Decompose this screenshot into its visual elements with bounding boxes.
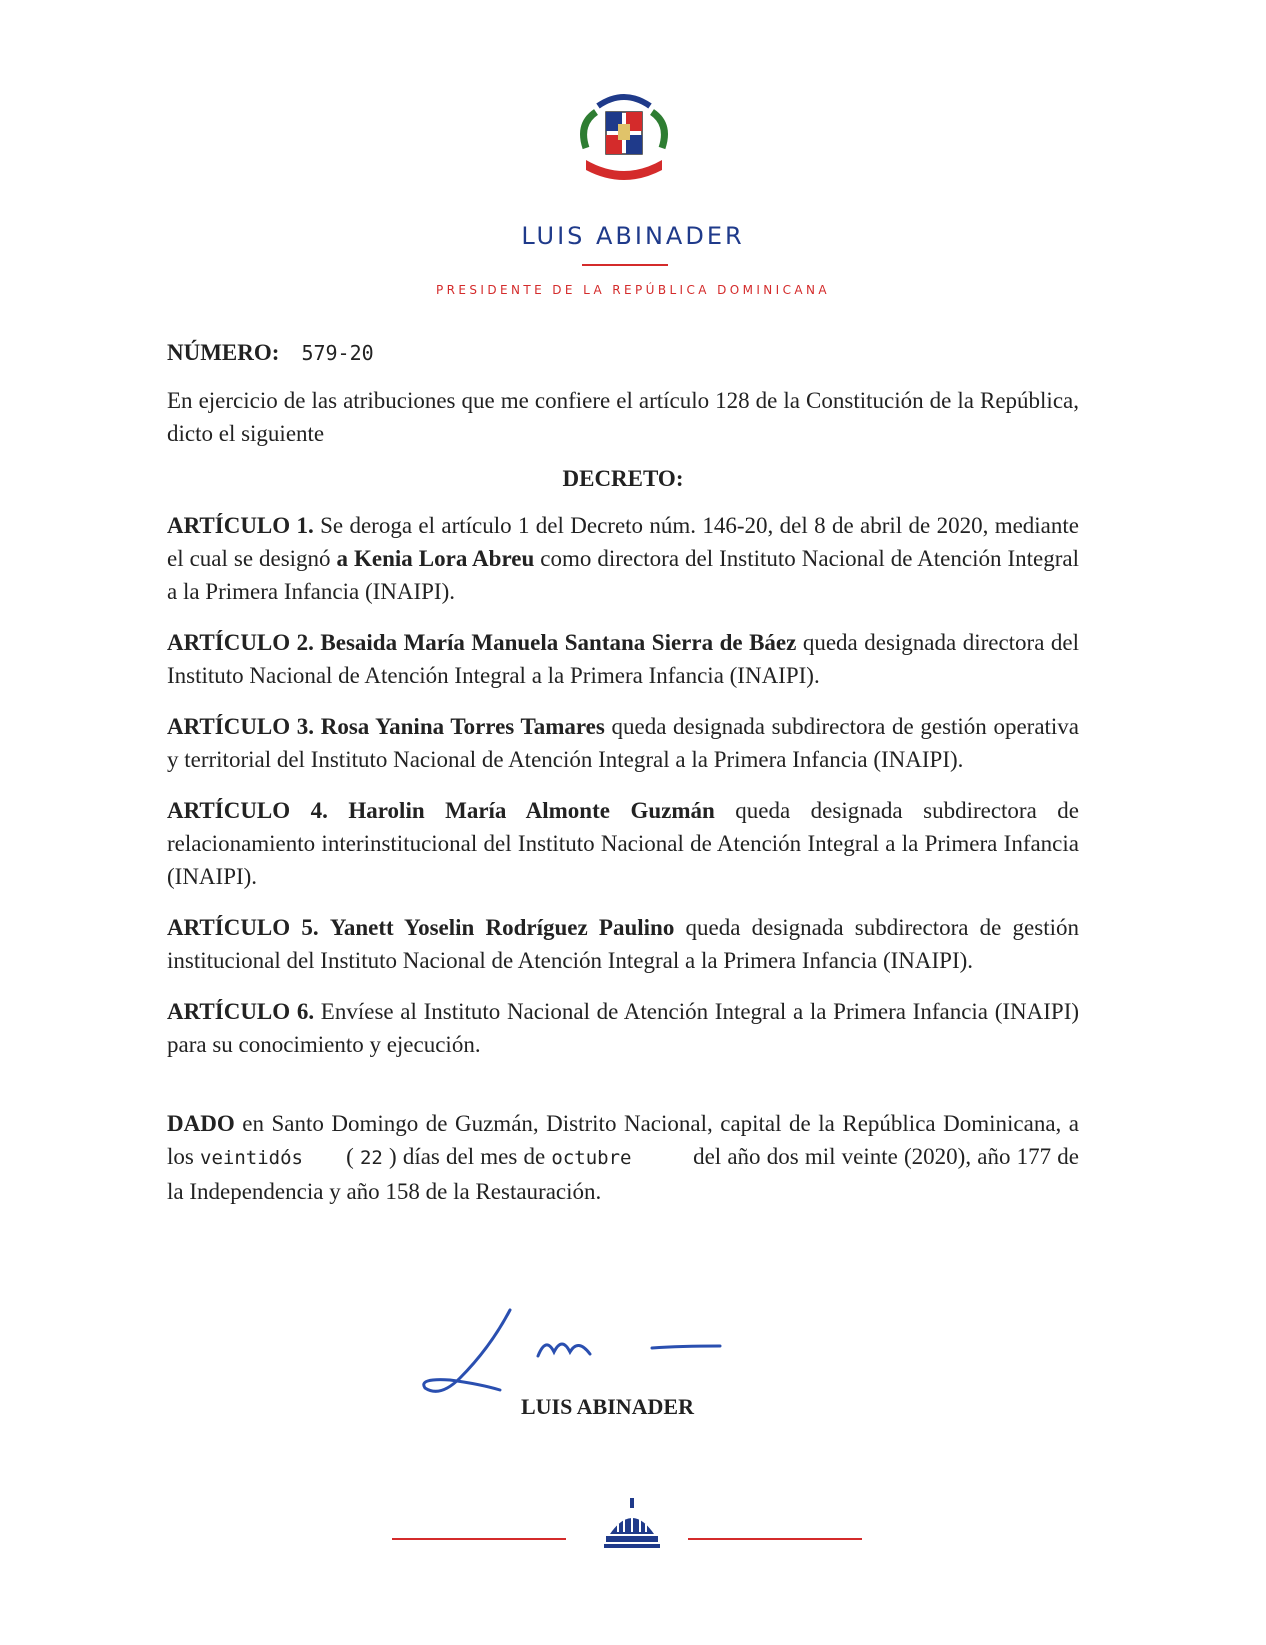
article-text: queda designada subdirectora de gestión operativa y territorial del Instituto Nacional de Atención Integral a la Primera Infancia (INAIPI).	[167, 714, 1080, 772]
month: octubre	[551, 1147, 632, 1169]
closing-paragraph	[167, 1107, 1079, 1208]
article-label: ARTÍCULO 6.	[167, 999, 315, 1024]
day-paren-open: (	[346, 1144, 360, 1169]
preamble: En ejercicio de las atribuciones que me confiere el artículo 128 de la Constitución de la República, dicto el siguiente	[167, 388, 1079, 446]
dome-icon	[600, 1496, 664, 1552]
article-1	[167, 509, 1079, 608]
article-2	[167, 626, 1079, 692]
decree-heading: DECRETO:	[562, 466, 684, 491]
closing-text: días del mes de	[396, 1144, 552, 1169]
article-3	[167, 710, 1079, 776]
dado-label: DADO	[167, 1111, 235, 1136]
article-label: ARTÍCULO 1.	[167, 513, 314, 538]
closing-text: en Santo Domingo de Guzmán, Distrito Nacional, capital de la República Dominicana, a los	[167, 1111, 1079, 1169]
article-person: Yanett Yoselin Rodríguez Paulino	[329, 915, 675, 940]
header-title: PRESIDENTE DE LA REPÚBLICA DOMINICANA	[436, 283, 830, 297]
handwritten-signature	[420, 1308, 760, 1408]
header-name: LUIS ABINADER	[521, 222, 745, 250]
article-text	[328, 798, 348, 823]
article-text: queda designada subdirectora de gestión institucional del Instituto Nacional de Atención Integral a la Primera Infancia (INAIPI).	[167, 915, 1079, 973]
article-label: ARTÍCULO 4.	[167, 798, 328, 823]
day-number: 22	[359, 1147, 383, 1169]
article-text: queda designada subdirectora de relacionamiento interinstitucional del Instituto Nacional de Atención Integral a la Primera Infancia (INAIPI).	[167, 798, 1079, 889]
article-text: queda designada directora del Instituto Nacional de Atención Integral a la Primera Infancia (INAIPI).	[167, 630, 1080, 688]
header-divider	[582, 264, 668, 266]
article-label: ARTÍCULO 5.	[167, 915, 319, 940]
article-person: Besaida María Manuela Santana Sierra de Báez	[320, 630, 797, 655]
coat-of-arms-seal	[568, 86, 680, 186]
article-person: Rosa Yanina Torres Tamares	[320, 714, 605, 739]
article-text	[314, 714, 321, 739]
article-5	[167, 911, 1079, 977]
footer-rule-right	[688, 1538, 862, 1540]
article-label: ARTÍCULO 3.	[167, 714, 315, 739]
decree-number-label: NÚMERO:	[167, 340, 280, 365]
article-person: a Kenia Lora Abreu	[336, 546, 535, 571]
signatory-name: LUIS ABINADER	[521, 1394, 694, 1419]
article-6	[167, 995, 1079, 1061]
article-text: como directora del Instituto Nacional de Atención Integral a la Primera Infancia (INAIPI).	[167, 546, 1079, 604]
article-text: Envíese al Instituto Nacional de Atención Integral a la Primera Infancia (INAIPI) para su conocimiento y ejecución.	[167, 999, 1080, 1057]
footer-rule-left	[392, 1538, 566, 1540]
article-4	[167, 794, 1079, 893]
closing-text: del año dos mil veinte (2020), año 177 de la Independencia y año 158 de la Restauración.	[167, 1144, 1079, 1204]
article-label: ARTÍCULO 2.	[167, 630, 314, 655]
decree-body	[167, 336, 1079, 1208]
day-words: veintidós	[200, 1147, 303, 1169]
article-text: Se deroga el artículo 1 del Decreto núm. 146-20, del 8 de abril de 2020, mediante el cual se designó	[167, 513, 1079, 571]
day-paren-close: )	[382, 1144, 397, 1169]
article-text	[319, 915, 330, 940]
decree-number-value: 579-20	[301, 341, 374, 365]
decree-number	[167, 336, 1079, 370]
article-person: Harolin María Almonte Guzmán	[348, 798, 715, 823]
